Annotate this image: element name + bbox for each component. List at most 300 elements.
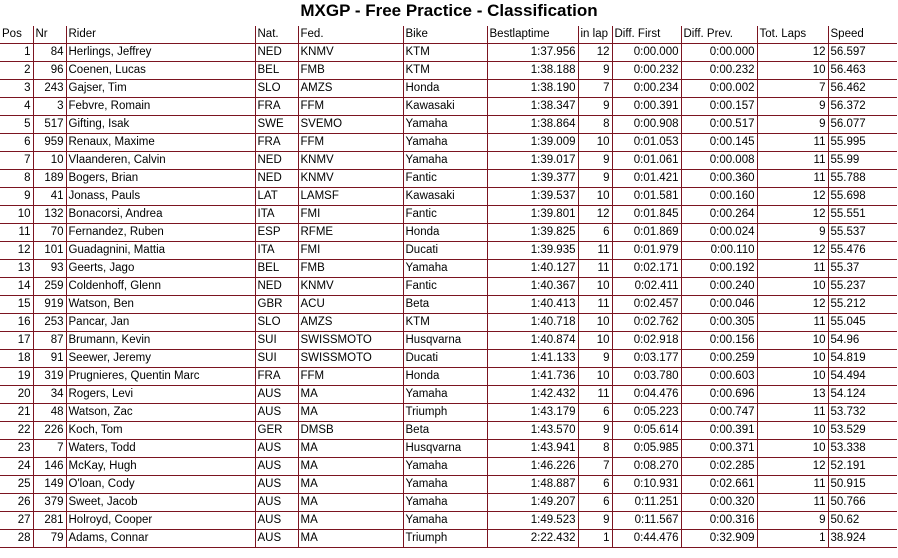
cell-fed: KNMV (298, 152, 403, 170)
cell-in-lap: 11 (578, 296, 612, 314)
cell-rider: Jonass, Pauls (66, 188, 255, 206)
cell-speed: 55.212 (828, 296, 897, 314)
cell-bike: KTM (403, 314, 487, 332)
cell-speed: 55.045 (828, 314, 897, 332)
cell-bike: Yamaha (403, 134, 487, 152)
cell-pos: 21 (0, 404, 33, 422)
cell-speed: 50.915 (828, 476, 897, 494)
cell-bestlaptime: 1:38.347 (487, 98, 578, 116)
table-row (0, 152, 897, 170)
cell-diff-first: 0:11.567 (612, 512, 681, 530)
cell-bestlaptime: 1:39.537 (487, 188, 578, 206)
cell-in-lap: 10 (578, 332, 612, 350)
cell-rider: Seewer, Jeremy (66, 350, 255, 368)
cell-pos: 20 (0, 386, 33, 404)
cell-rider: Guadagnini, Mattia (66, 242, 255, 260)
cell-nat: ITA (255, 206, 298, 224)
cell-nr: 226 (33, 422, 66, 440)
cell-diff-prev: 0:00.000 (681, 44, 757, 62)
cell-fed: MA (298, 476, 403, 494)
cell-bike: Ducati (403, 350, 487, 368)
cell-diff-first: 0:01.979 (612, 242, 681, 260)
cell-nr: 7 (33, 440, 66, 458)
cell-bike: Husqvarna (403, 332, 487, 350)
cell-rider: McKay, Hugh (66, 458, 255, 476)
table-row (0, 332, 897, 350)
cell-speed: 53.338 (828, 440, 897, 458)
cell-speed: 55.237 (828, 278, 897, 296)
cell-in-lap: 10 (578, 368, 612, 386)
cell-bestlaptime: 1:40.874 (487, 332, 578, 350)
cell-nr: 101 (33, 242, 66, 260)
table-row (0, 224, 897, 242)
cell-nat: FRA (255, 98, 298, 116)
cell-tot-laps: 10 (757, 422, 828, 440)
table-row (0, 242, 897, 260)
cell-nr: 34 (33, 386, 66, 404)
cell-nat: AUS (255, 386, 298, 404)
table-row (0, 80, 897, 98)
table-row (0, 530, 897, 548)
cell-tot-laps: 11 (757, 152, 828, 170)
cell-speed: 55.37 (828, 260, 897, 278)
cell-nat: GBR (255, 296, 298, 314)
table-row (0, 494, 897, 512)
cell-nat: AUS (255, 404, 298, 422)
cell-bestlaptime: 1:41.736 (487, 368, 578, 386)
cell-in-lap: 10 (578, 278, 612, 296)
cell-nr: 93 (33, 260, 66, 278)
cell-bike: Fantic (403, 206, 487, 224)
cell-nr: 3 (33, 98, 66, 116)
cell-pos: 7 (0, 152, 33, 170)
cell-diff-first: 0:02.171 (612, 260, 681, 278)
cell-fed: ACU (298, 296, 403, 314)
cell-bestlaptime: 1:39.801 (487, 206, 578, 224)
cell-rider: Coenen, Lucas (66, 62, 255, 80)
table-row (0, 404, 897, 422)
cell-fed: MA (298, 440, 403, 458)
cell-bestlaptime: 1:43.570 (487, 422, 578, 440)
cell-tot-laps: 10 (757, 62, 828, 80)
cell-fed: MA (298, 494, 403, 512)
table-row (0, 206, 897, 224)
cell-bestlaptime: 1:38.190 (487, 80, 578, 98)
cell-diff-first: 0:08.270 (612, 458, 681, 476)
cell-bestlaptime: 1:40.367 (487, 278, 578, 296)
cell-tot-laps: 13 (757, 386, 828, 404)
cell-bestlaptime: 1:38.188 (487, 62, 578, 80)
cell-tot-laps: 10 (757, 368, 828, 386)
cell-bestlaptime: 1:39.017 (487, 152, 578, 170)
cell-diff-prev: 0:00.046 (681, 296, 757, 314)
cell-in-lap: 9 (578, 350, 612, 368)
cell-bike: Yamaha (403, 152, 487, 170)
cell-rider: Brumann, Kevin (66, 332, 255, 350)
table-row (0, 350, 897, 368)
cell-pos: 26 (0, 494, 33, 512)
cell-diff-prev: 0:00.110 (681, 242, 757, 260)
cell-rider: Adams, Connar (66, 530, 255, 548)
cell-pos: 14 (0, 278, 33, 296)
cell-nr: 259 (33, 278, 66, 296)
column-header-tot-laps: Tot. Laps (757, 26, 828, 44)
cell-in-lap: 12 (578, 44, 612, 62)
cell-nr: 517 (33, 116, 66, 134)
cell-speed: 38.924 (828, 530, 897, 548)
cell-tot-laps: 12 (757, 188, 828, 206)
cell-fed: MA (298, 404, 403, 422)
cell-tot-laps: 9 (757, 116, 828, 134)
cell-bestlaptime: 1:43.941 (487, 440, 578, 458)
cell-nat: SUI (255, 332, 298, 350)
cell-nat: AUS (255, 458, 298, 476)
cell-bike: Yamaha (403, 260, 487, 278)
cell-in-lap: 12 (578, 206, 612, 224)
cell-speed: 53.529 (828, 422, 897, 440)
cell-in-lap: 11 (578, 260, 612, 278)
cell-pos: 22 (0, 422, 33, 440)
cell-tot-laps: 11 (757, 476, 828, 494)
cell-diff-prev: 0:00.160 (681, 188, 757, 206)
cell-bike: Yamaha (403, 494, 487, 512)
cell-speed: 50.62 (828, 512, 897, 530)
cell-pos: 28 (0, 530, 33, 548)
cell-diff-prev: 0:00.259 (681, 350, 757, 368)
cell-pos: 12 (0, 242, 33, 260)
cell-tot-laps: 11 (757, 494, 828, 512)
table-row (0, 368, 897, 386)
cell-diff-first: 0:05.223 (612, 404, 681, 422)
cell-fed: KNMV (298, 278, 403, 296)
cell-pos: 15 (0, 296, 33, 314)
cell-rider: Geerts, Jago (66, 260, 255, 278)
cell-nr: 919 (33, 296, 66, 314)
cell-fed: FFM (298, 134, 403, 152)
cell-bike: Fantic (403, 278, 487, 296)
cell-pos: 8 (0, 170, 33, 188)
cell-pos: 4 (0, 98, 33, 116)
classification-table (0, 26, 897, 548)
cell-diff-prev: 0:00.002 (681, 80, 757, 98)
cell-nr: 149 (33, 476, 66, 494)
cell-in-lap: 9 (578, 152, 612, 170)
cell-speed: 55.551 (828, 206, 897, 224)
cell-bike: Honda (403, 224, 487, 242)
cell-rider: Koch, Tom (66, 422, 255, 440)
table-row (0, 458, 897, 476)
cell-bike: Fantic (403, 170, 487, 188)
cell-in-lap: 9 (578, 62, 612, 80)
cell-bike: Triumph (403, 404, 487, 422)
table-row (0, 260, 897, 278)
cell-speed: 56.462 (828, 80, 897, 98)
cell-pos: 18 (0, 350, 33, 368)
cell-bestlaptime: 1:37.956 (487, 44, 578, 62)
cell-rider: Fernandez, Ruben (66, 224, 255, 242)
cell-fed: SWISSMOTO (298, 350, 403, 368)
cell-bike: Honda (403, 368, 487, 386)
cell-rider: Renaux, Maxime (66, 134, 255, 152)
cell-diff-first: 0:00.908 (612, 116, 681, 134)
cell-diff-first: 0:44.476 (612, 530, 681, 548)
cell-in-lap: 6 (578, 224, 612, 242)
cell-nr: 79 (33, 530, 66, 548)
cell-nr: 41 (33, 188, 66, 206)
cell-nat: BEL (255, 62, 298, 80)
cell-speed: 55.995 (828, 134, 897, 152)
cell-pos: 1 (0, 44, 33, 62)
table-row (0, 116, 897, 134)
cell-rider: Coldenhoff, Glenn (66, 278, 255, 296)
cell-rider: Gajser, Tim (66, 80, 255, 98)
cell-bestlaptime: 1:40.718 (487, 314, 578, 332)
cell-tot-laps: 1 (757, 530, 828, 548)
cell-pos: 5 (0, 116, 33, 134)
cell-diff-prev: 0:00.192 (681, 260, 757, 278)
cell-tot-laps: 10 (757, 440, 828, 458)
cell-fed: KNMV (298, 44, 403, 62)
table-row (0, 98, 897, 116)
cell-diff-first: 0:00.232 (612, 62, 681, 80)
cell-pos: 2 (0, 62, 33, 80)
cell-diff-prev: 0:00.696 (681, 386, 757, 404)
cell-bike: Kawasaki (403, 98, 487, 116)
cell-nat: AUS (255, 476, 298, 494)
cell-fed: SVEMO (298, 116, 403, 134)
cell-in-lap: 8 (578, 440, 612, 458)
cell-diff-prev: 0:00.747 (681, 404, 757, 422)
cell-speed: 56.463 (828, 62, 897, 80)
cell-tot-laps: 10 (757, 350, 828, 368)
table-row (0, 440, 897, 458)
cell-rider: Waters, Todd (66, 440, 255, 458)
cell-diff-prev: 0:00.391 (681, 422, 757, 440)
cell-nr: 91 (33, 350, 66, 368)
cell-speed: 55.476 (828, 242, 897, 260)
column-header-nr: Nr (33, 26, 66, 44)
cell-nat: BEL (255, 260, 298, 278)
cell-diff-prev: 0:02.661 (681, 476, 757, 494)
cell-tot-laps: 10 (757, 332, 828, 350)
table-row (0, 296, 897, 314)
table-row (0, 62, 897, 80)
cell-nr: 70 (33, 224, 66, 242)
cell-nr: 84 (33, 44, 66, 62)
cell-nr: 319 (33, 368, 66, 386)
cell-diff-prev: 0:00.316 (681, 512, 757, 530)
cell-nr: 379 (33, 494, 66, 512)
cell-pos: 10 (0, 206, 33, 224)
cell-diff-first: 0:01.061 (612, 152, 681, 170)
cell-in-lap: 9 (578, 512, 612, 530)
cell-nr: 146 (33, 458, 66, 476)
cell-nr: 959 (33, 134, 66, 152)
cell-bestlaptime: 1:43.179 (487, 404, 578, 422)
cell-diff-prev: 0:00.240 (681, 278, 757, 296)
cell-bestlaptime: 1:39.377 (487, 170, 578, 188)
cell-fed: FMI (298, 242, 403, 260)
cell-rider: Watson, Ben (66, 296, 255, 314)
cell-fed: MA (298, 458, 403, 476)
cell-nat: AUS (255, 440, 298, 458)
table-body (0, 44, 897, 548)
cell-nat: AUS (255, 494, 298, 512)
cell-bike: Yamaha (403, 512, 487, 530)
cell-nat: AUS (255, 512, 298, 530)
cell-speed: 54.819 (828, 350, 897, 368)
column-header-in-lap: in lap (578, 26, 612, 44)
cell-in-lap: 9 (578, 98, 612, 116)
cell-bestlaptime: 1:38.864 (487, 116, 578, 134)
table-row (0, 44, 897, 62)
cell-diff-first: 0:01.581 (612, 188, 681, 206)
cell-speed: 54.124 (828, 386, 897, 404)
cell-diff-first: 0:02.762 (612, 314, 681, 332)
cell-nr: 253 (33, 314, 66, 332)
cell-fed: FMI (298, 206, 403, 224)
cell-nat: FRA (255, 368, 298, 386)
cell-tot-laps: 9 (757, 98, 828, 116)
cell-speed: 56.372 (828, 98, 897, 116)
cell-fed: FFM (298, 98, 403, 116)
cell-nat: NED (255, 152, 298, 170)
cell-nr: 96 (33, 62, 66, 80)
column-header-bestlaptime: Bestlaptime (487, 26, 578, 44)
cell-tot-laps: 11 (757, 314, 828, 332)
cell-speed: 53.732 (828, 404, 897, 422)
cell-diff-prev: 0:00.603 (681, 368, 757, 386)
table-row (0, 134, 897, 152)
cell-in-lap: 7 (578, 458, 612, 476)
cell-rider: Pancar, Jan (66, 314, 255, 332)
cell-fed: SWISSMOTO (298, 332, 403, 350)
cell-pos: 25 (0, 476, 33, 494)
cell-in-lap: 8 (578, 116, 612, 134)
cell-diff-first: 0:01.869 (612, 224, 681, 242)
cell-rider: Sweet, Jacob (66, 494, 255, 512)
cell-diff-prev: 0:00.145 (681, 134, 757, 152)
column-header-fed: Fed. (298, 26, 403, 44)
cell-diff-first: 0:01.421 (612, 170, 681, 188)
table-row (0, 170, 897, 188)
cell-bike: Triumph (403, 530, 487, 548)
cell-fed: MA (298, 530, 403, 548)
cell-diff-prev: 0:00.156 (681, 332, 757, 350)
table-row (0, 188, 897, 206)
cell-diff-first: 0:04.476 (612, 386, 681, 404)
cell-bike: Beta (403, 296, 487, 314)
cell-diff-prev: 0:00.264 (681, 206, 757, 224)
cell-bestlaptime: 2:22.432 (487, 530, 578, 548)
cell-in-lap: 10 (578, 188, 612, 206)
cell-diff-first: 0:01.053 (612, 134, 681, 152)
cell-pos: 9 (0, 188, 33, 206)
table-row (0, 386, 897, 404)
cell-bestlaptime: 1:41.133 (487, 350, 578, 368)
cell-fed: RFME (298, 224, 403, 242)
column-header-pos: Pos (0, 26, 33, 44)
cell-in-lap: 10 (578, 314, 612, 332)
cell-diff-first: 0:10.931 (612, 476, 681, 494)
cell-diff-first: 0:00.000 (612, 44, 681, 62)
cell-pos: 16 (0, 314, 33, 332)
cell-tot-laps: 11 (757, 404, 828, 422)
cell-rider: Vlaanderen, Calvin (66, 152, 255, 170)
cell-diff-first: 0:11.251 (612, 494, 681, 512)
column-header-bike: Bike (403, 26, 487, 44)
cell-nat: FRA (255, 134, 298, 152)
cell-bestlaptime: 1:46.226 (487, 458, 578, 476)
cell-bike: Kawasaki (403, 188, 487, 206)
cell-pos: 17 (0, 332, 33, 350)
cell-nat: ESP (255, 224, 298, 242)
cell-speed: 55.698 (828, 188, 897, 206)
cell-bike: KTM (403, 44, 487, 62)
cell-bike: Honda (403, 80, 487, 98)
cell-speed: 50.766 (828, 494, 897, 512)
cell-pos: 3 (0, 80, 33, 98)
cell-in-lap: 9 (578, 422, 612, 440)
cell-fed: KNMV (298, 170, 403, 188)
cell-bike: Yamaha (403, 386, 487, 404)
cell-nat: GER (255, 422, 298, 440)
cell-tot-laps: 12 (757, 44, 828, 62)
cell-in-lap: 6 (578, 404, 612, 422)
cell-diff-prev: 0:00.320 (681, 494, 757, 512)
cell-speed: 55.537 (828, 224, 897, 242)
cell-diff-first: 0:00.391 (612, 98, 681, 116)
cell-diff-prev: 0:00.232 (681, 62, 757, 80)
cell-fed: MA (298, 386, 403, 404)
column-header-diff-prev: Diff. Prev. (681, 26, 757, 44)
cell-tot-laps: 7 (757, 80, 828, 98)
table-row (0, 314, 897, 332)
cell-nat: SWE (255, 116, 298, 134)
cell-in-lap: 9 (578, 170, 612, 188)
cell-speed: 54.494 (828, 368, 897, 386)
cell-rider: Febvre, Romain (66, 98, 255, 116)
cell-diff-prev: 0:00.024 (681, 224, 757, 242)
cell-bestlaptime: 1:49.207 (487, 494, 578, 512)
cell-diff-prev: 0:00.157 (681, 98, 757, 116)
cell-in-lap: 11 (578, 386, 612, 404)
cell-bike: Yamaha (403, 116, 487, 134)
cell-nr: 243 (33, 80, 66, 98)
cell-rider: Herlings, Jeffrey (66, 44, 255, 62)
cell-rider: Bonacorsi, Andrea (66, 206, 255, 224)
cell-in-lap: 6 (578, 476, 612, 494)
cell-nat: NED (255, 278, 298, 296)
cell-bike: Yamaha (403, 458, 487, 476)
cell-pos: 27 (0, 512, 33, 530)
cell-nr: 189 (33, 170, 66, 188)
column-header-rider: Rider (66, 26, 255, 44)
table-row (0, 512, 897, 530)
column-header-nat: Nat. (255, 26, 298, 44)
cell-tot-laps: 9 (757, 224, 828, 242)
cell-bike: Ducati (403, 242, 487, 260)
cell-nat: AUS (255, 530, 298, 548)
table-row (0, 476, 897, 494)
cell-diff-first: 0:01.845 (612, 206, 681, 224)
cell-tot-laps: 11 (757, 134, 828, 152)
cell-speed: 55.788 (828, 170, 897, 188)
cell-in-lap: 1 (578, 530, 612, 548)
cell-pos: 24 (0, 458, 33, 476)
cell-bestlaptime: 1:39.935 (487, 242, 578, 260)
column-header-speed: Speed (828, 26, 897, 44)
